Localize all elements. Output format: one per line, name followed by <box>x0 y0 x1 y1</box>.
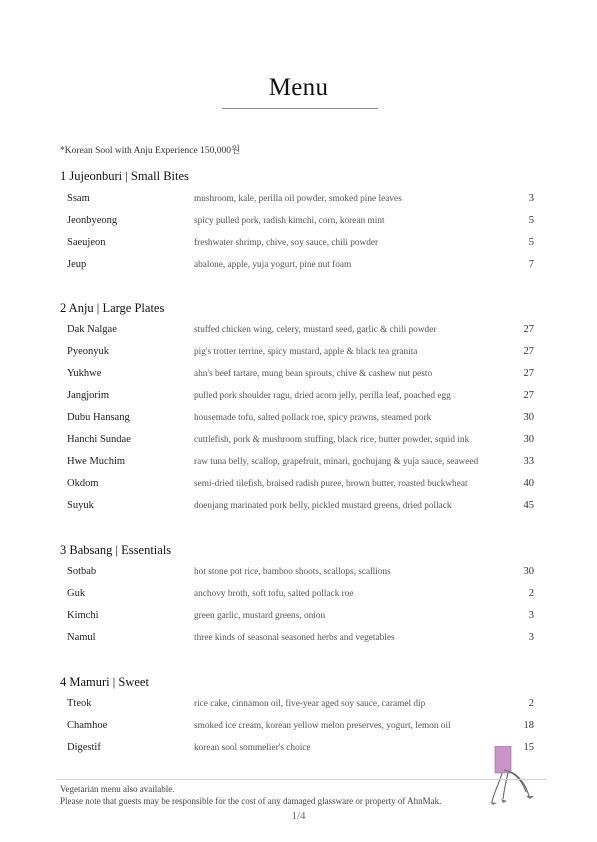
item-price: 18 <box>523 720 534 731</box>
item-price: 30 <box>523 566 534 577</box>
item-name: Chamhoe <box>67 720 108 731</box>
menu-item <box>0 368 597 384</box>
item-name: Dak Nalgae <box>67 324 117 335</box>
item-description: raw tuna belly, scallop, grapefruit, minari, gochujang & yuja sauce, seaweed <box>194 457 479 467</box>
item-description: freshwater shrimp, chive, soy sauce, chili powder <box>194 238 379 248</box>
menu-item <box>0 390 597 406</box>
item-price: 30 <box>523 434 534 445</box>
item-name: Jeup <box>67 259 87 270</box>
item-name: Guk <box>67 588 86 599</box>
item-description: stuffed chicken wing, celery, mustard seed, garlic & chili powder <box>194 325 437 335</box>
item-description: smoked ice cream, korean yellow melon preserves, yogurt, lemon oil <box>194 721 451 731</box>
menu-item <box>0 720 597 736</box>
item-name: Jeonbyeong <box>67 215 118 226</box>
item-name: Sotbab <box>67 566 97 577</box>
page-title: Menu <box>268 74 329 101</box>
item-name: Okdom <box>67 478 99 489</box>
menu-item <box>0 434 597 450</box>
item-price: 7 <box>528 259 534 270</box>
menu-item <box>0 324 597 340</box>
page-number: 1/4 <box>291 810 306 822</box>
item-name: Pyeonyuk <box>67 346 109 357</box>
item-name: Digestif <box>67 742 101 753</box>
title-divider <box>222 108 378 109</box>
section-title-small-bites: 1 Jujeonburi | Small Bites <box>60 169 189 183</box>
menu-item <box>0 588 597 604</box>
menu-item <box>0 698 597 714</box>
item-description: anchovy broth, soft tofu, salted pollack roe <box>194 589 354 599</box>
item-description: hot stone pot rice, bamboo shoots, scallops, scallions <box>194 567 391 577</box>
item-price: 2 <box>528 698 534 709</box>
item-price: 5 <box>528 237 534 248</box>
menu-item <box>0 237 597 253</box>
menu-item <box>0 412 597 428</box>
item-price: 27 <box>523 324 534 335</box>
item-price: 3 <box>528 632 534 643</box>
item-name: Kimchi <box>67 610 99 621</box>
item-description: abalone, apple, yuja yogurt, pine nut foam <box>194 260 352 270</box>
item-description: three kinds of seasonal seasoned herbs and vegetables <box>194 633 395 643</box>
item-description: korean sool sommelier's choice <box>194 743 311 753</box>
menu-item <box>0 610 597 626</box>
menu-item <box>0 478 597 494</box>
section-title-sweet: 4 Mamuri | Sweet <box>60 675 149 689</box>
footer-divider <box>56 779 546 780</box>
chair-legs-logo <box>488 746 546 808</box>
item-price: 27 <box>523 346 534 357</box>
item-price: 27 <box>523 368 534 379</box>
damage-policy-note: Please note that guests may be responsible for the cost of any damaged glassware or property of AhnMak. <box>60 796 442 806</box>
menu-item <box>0 632 597 648</box>
item-price: 33 <box>523 456 534 467</box>
item-price: 3 <box>528 193 534 204</box>
menu-item <box>0 500 597 516</box>
item-name: Tteok <box>67 698 92 709</box>
item-price: 15 <box>523 742 534 753</box>
item-description: green garlic, mustard greens, onion <box>194 611 326 621</box>
menu-item <box>0 259 597 275</box>
item-name: Saeujeon <box>67 237 106 248</box>
item-name: Ssam <box>67 193 90 204</box>
section-title-large-plates: 2 Anju | Large Plates <box>60 301 165 315</box>
item-name: Yukhwe <box>67 368 102 379</box>
item-description: ahn's beef tartare, mung bean sprouts, chive & cashew nut pesto <box>194 369 433 379</box>
vegetarian-note: Vegetarian menu also available. <box>60 784 175 794</box>
item-name: Namul <box>67 632 96 643</box>
item-price: 5 <box>528 215 534 226</box>
menu-item <box>0 193 597 209</box>
item-description: semi-dried tilefish, braised radish puree, brown butter, roasted buckwheat <box>194 479 468 489</box>
item-description: doenjang marinated pork belly, pickled mustard greens, dried pollack <box>194 501 452 511</box>
item-description: pulled pork shoulder ragu, dried acorn jelly, perilla leaf, poached egg <box>194 391 451 401</box>
item-price: 27 <box>523 390 534 401</box>
item-name: Jangjorim <box>67 390 109 401</box>
item-price: 45 <box>523 500 534 511</box>
item-name: Dubu Hansang <box>67 412 130 423</box>
section-title-essentials: 3 Babsang | Essentials <box>60 543 172 557</box>
item-name: Hwe Muchim <box>67 456 126 467</box>
item-price: 3 <box>528 610 534 621</box>
item-name: Hanchi Sundae <box>67 434 131 445</box>
item-price: 30 <box>523 412 534 423</box>
item-description: pig's trotter terrine, spicy mustard, apple & black tea granita <box>194 347 418 357</box>
experience-note: *Korean Sool with Anju Experience 150,000원 <box>60 146 241 156</box>
item-price: 40 <box>523 478 534 489</box>
item-description: housemade tofu, salted pollack roe, spicy prawns, steamed pork <box>194 413 432 423</box>
item-description: spicy pulled pork, radish kimchi, corn, korean mint <box>194 216 385 226</box>
item-description: cuttlefish, pork & mushroom stuffing, black rice, butter powder, squid ink <box>194 435 470 445</box>
menu-item <box>0 566 597 582</box>
menu-item <box>0 215 597 231</box>
item-price: 2 <box>528 588 534 599</box>
menu-item <box>0 346 597 362</box>
item-description: mushroom, kale, perilla oil powder, smoked pine leaves <box>194 194 402 204</box>
item-description: rice cake, cinnamon oil, five-year aged soy sauce, caramel dip <box>194 699 426 709</box>
menu-item <box>0 456 597 472</box>
item-name: Suyuk <box>67 500 94 511</box>
